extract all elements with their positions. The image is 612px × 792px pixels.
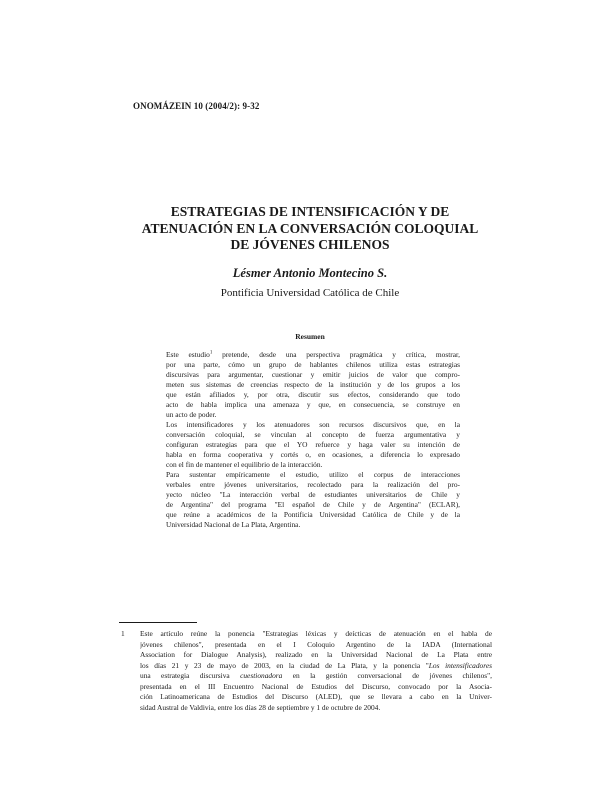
footnote-line: presentada en el III Encuentro Nacional de Estudios del Discurso, convocado por la Asocia- xyxy=(140,681,492,691)
abstract-line: acto de habla implica una amenaza y que, en consecuencia, se construye en xyxy=(166,400,460,409)
abstract-line: que reúne a académicos de la Pontificia Universidad Católica de Chile y de la xyxy=(166,510,460,519)
abstract-body xyxy=(166,350,460,530)
abstract-line: habla en forma cooperativa y cortés o, en ocasiones, a diferencia lo expresado xyxy=(166,450,460,459)
abstract-heading: Resumen xyxy=(295,332,325,341)
footnote-line: jóvenes chilenos", presentada en el I Coloquio Argentino de la IADA (International xyxy=(140,639,492,649)
footnote-line: ción Latinoamericana de Estudios del Discurso (ALED), que se llevara a cabo en la Univer- xyxy=(140,692,492,701)
abstract-text: pretende, desde una perspectiva pragmática y crítica, mostrar, xyxy=(212,350,460,359)
abstract-text: Este estudio xyxy=(166,350,210,359)
footnote-text-span: una estrategia discursiva xyxy=(140,671,241,680)
abstract-line: conversación coloquial, se vinculan al concepto de fuerza argumentativa y xyxy=(166,430,460,439)
footnote-line: Association for Dialogue Analysis), realizado en la Universidad Nacional de La Plata entre xyxy=(140,650,492,659)
abstract-line: un acto de poder. xyxy=(166,410,217,419)
title-line: ATENUACIÓN EN LA CONVERSACIÓN COLOQUIAL xyxy=(141,220,479,236)
footnote-line xyxy=(140,661,492,672)
journal-reference: ONOMÁZEIN 10 (2004/2): 9-32 xyxy=(133,101,260,111)
footnote-text-span: los días 21 y 23 de mayo de 2003, en la ciudad de La Plata, y la ponencia " xyxy=(140,660,429,670)
footnote-text-span: en la gestión conversacional de jóvenes chilenos", xyxy=(282,671,492,680)
footnote-line: Este artículo reúne la ponencia "Estrategias léxicas y deícticas de atenuación en el habla de xyxy=(140,629,492,638)
footnote-marker[interactable]: 1 xyxy=(209,350,213,356)
footnote-line: sidad Austral de Valdivia, entre los días 28 de septiembre y 1 de octubre de 2004. xyxy=(140,702,381,712)
footnote-line xyxy=(140,671,492,682)
author-affiliation: Pontificia Universidad Católica de Chile xyxy=(220,287,400,299)
abstract-line: por una parte, cómo un grupo de hablantes chilenos utiliza estas estrategias xyxy=(166,360,460,369)
abstract-line: Para sustentar empíricamente el estudio, utilizo el corpus de interacciones xyxy=(166,470,460,479)
abstract-line: yecto núcleo "La interacción verbal de estudiantes universitarios de Chile y xyxy=(166,490,460,499)
abstract-line: Universidad Nacional de La Plata, Argentina. xyxy=(166,520,301,529)
footnote-italic-span: Los intensificadores xyxy=(428,660,492,670)
abstract-line: que están afiliados y, por otra, discutir sus efectos, considerando que todo xyxy=(166,390,460,399)
footnote-text xyxy=(140,629,492,713)
title-line: ESTRATEGIAS DE INTENSIFICACIÓN Y DE xyxy=(170,204,450,219)
author-name: Lésmer Antonio Montecino S. xyxy=(232,266,388,280)
abstract-line: discursivas para argumentar, cuestionar y emitir juicios de valor que compro- xyxy=(166,370,460,379)
paper-title xyxy=(120,204,500,254)
footnote-italic-span: cuestionadora xyxy=(240,671,283,680)
abstract-line xyxy=(166,350,460,360)
abstract-line: de Argentina" del programa "El español de Chile y de Argentina" (ECLAR), xyxy=(166,500,460,509)
footnote-divider xyxy=(119,622,197,623)
abstract-line: Los intensificadores y los atenuadores son recursos discursivos que, en la xyxy=(166,420,460,429)
abstract-line: verbales entre jóvenes universitarios, recolectado para la realización del pro- xyxy=(166,480,460,489)
abstract-line: meten sus sistemas de creencias respecto de la institución y de los grupos a los xyxy=(166,380,460,389)
abstract-line: configuran estrategias para que el YO refuerce y haga valer su intención de xyxy=(166,440,460,449)
abstract-line: con el fin de mantener el equilibrio de la interacción. xyxy=(166,460,323,469)
title-line: DE JÓVENES CHILENOS xyxy=(230,237,390,252)
footnote-number: 1 xyxy=(121,629,125,638)
